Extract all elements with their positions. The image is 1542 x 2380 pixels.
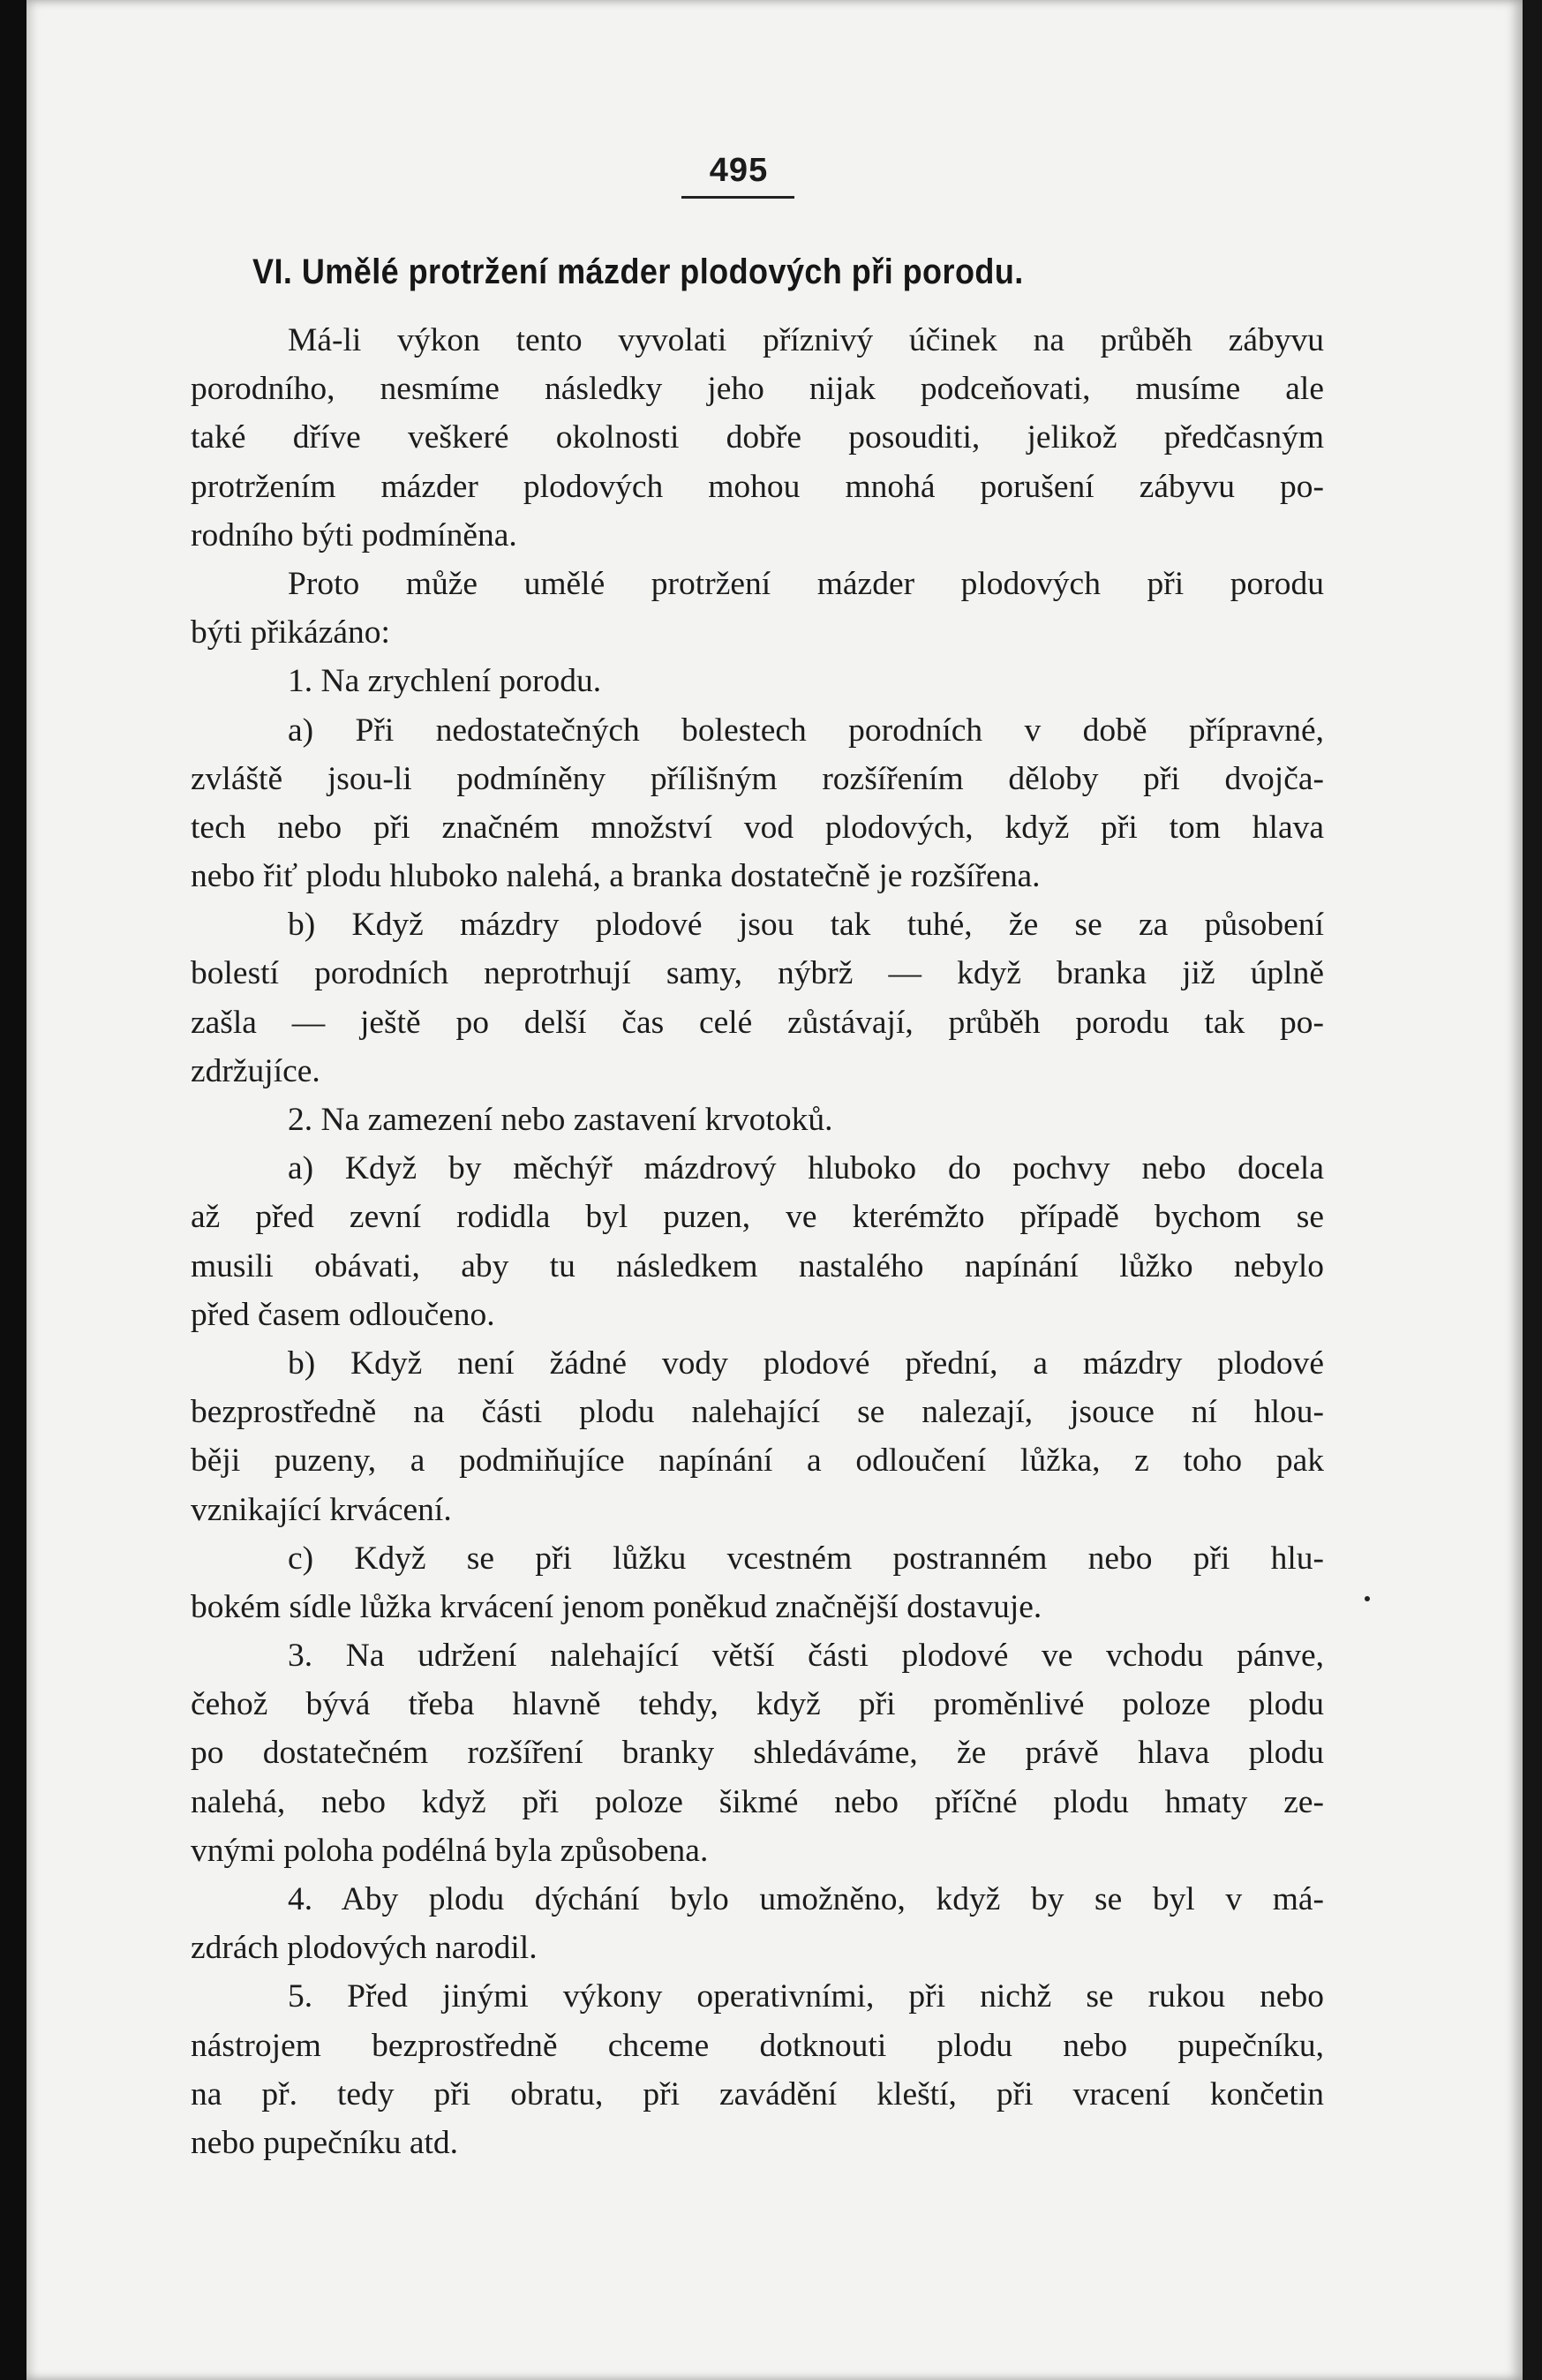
text-line: zašla — ještě po delší čas celé zůstávají, průběh porodu tak po- [191, 1004, 1324, 1041]
text-line: musili obávati, aby tu následkem nastalého napínání lůžko nebylo [191, 1247, 1324, 1284]
text-line: tech nebo při značném množství vod plodových, když při tom hlava [191, 809, 1324, 846]
text-line: vnými poloha podélná byla způsobena. [191, 1832, 709, 1869]
text-line: až před zevní rodidla byl puzen, ve kterémžto případě bychom se [191, 1199, 1324, 1236]
text-line: zdržujíce. [191, 1052, 320, 1089]
text-line: vznikající krvácení. [191, 1491, 452, 1528]
text-line: nebo pupečníku atd. [191, 2124, 459, 2161]
page-number-underline [681, 196, 794, 199]
text-line: na př. tedy při obratu, při zavádění kleští, při vracení končetin [191, 2075, 1324, 2113]
text-line: 5. Před jinými výkony operativními, při nichž se rukou nebo [288, 1978, 1324, 2015]
text-line: c) Když se při lůžku vcestném postranném nebo při hlu- [288, 1540, 1324, 1577]
text-line: nalehá, nebo když při poloze šikmé nebo příčné plodu hmaty ze- [191, 1783, 1324, 1820]
text-line: po dostatečném rozšíření branky shledáváme, že právě hlava plodu [191, 1735, 1324, 1772]
book-page [26, 0, 1523, 2380]
text-line: a) Při nedostatečných bolestech porodních v době přípravné, [288, 712, 1324, 749]
text-line: čehož bývá třeba hlavně tehdy, když při proměnlivé poloze plodu [191, 1686, 1324, 1723]
scan-left-edge [0, 0, 26, 2380]
text-line: a) Když by měchýř mázdrový hluboko do pochvy nebo docela [288, 1150, 1324, 1187]
text-line: bolestí porodních neprotrhují samy, nýbrž — když branka již úplně [191, 955, 1324, 992]
text-line: Má-li výkon tento vyvolati příznivý účinek na průběh zábyvu [288, 322, 1324, 358]
text-line: protržením mázder plodových mohou mnohá porušení zábyvu po- [191, 468, 1324, 505]
text-line: zvláště jsou-li podmíněny přílišným rozšířením děloby při dvojča- [191, 760, 1324, 797]
text-line: 2. Na zamezení nebo zastavení krvotoků. [288, 1102, 833, 1138]
text-line: nebo řiť plodu hluboko nalehá, a branka dostatečně je rozšířena. [191, 858, 1041, 895]
text-line: 3. Na udržení nalehající větší části plodové ve vchodu pánve, [288, 1638, 1324, 1675]
scan-right-edge [1523, 0, 1542, 2380]
text-line: před časem odloučeno. [191, 1296, 495, 1333]
text-line: porodního, nesmíme následky jeho nijak podceňovati, musíme ale [191, 371, 1324, 408]
body-text [191, 316, 1324, 2167]
text-line: 1. Na zrychlení porodu. [288, 663, 602, 700]
text-line: 4. Aby plodu dýchání bylo umožněno, když by se byl v má- [288, 1881, 1324, 1917]
text-line: bokém sídle lůžka krvácení jenom poněkud značnější dostavuje. [191, 1588, 1042, 1625]
margin-dot [1365, 1596, 1370, 1601]
text-line: b) Když mázdry plodové jsou tak tuhé, že se za působení [288, 907, 1324, 944]
text-line: nástrojem bezprostředně chceme dotknouti plodu nebo pupečníku, [191, 2027, 1324, 2064]
page-number: 495 [709, 152, 769, 189]
text-line: běji puzeny, a podmiňujíce napínání a odloučení lůžka, z toho pak [191, 1442, 1324, 1480]
text-line: bezprostředně na části plodu nalehající se nalezají, jsouce ní hlou- [191, 1394, 1324, 1431]
text-line: býti přikázáno: [191, 614, 390, 651]
text-line: Proto může umělé protržení mázder plodových při porodu [288, 565, 1324, 602]
section-heading: VI. Umělé protržení mázder plodových při porodu. [252, 252, 1024, 291]
text-line: také dříve veškeré okolnosti dobře posouditi, jelikož předčasným [191, 419, 1324, 456]
text-line: rodního býti podmíněna. [191, 516, 517, 554]
text-line: b) Když není žádné vody plodové přední, a mázdry plodové [288, 1344, 1324, 1382]
text-line: zdrách plodových narodil. [191, 1930, 538, 1967]
